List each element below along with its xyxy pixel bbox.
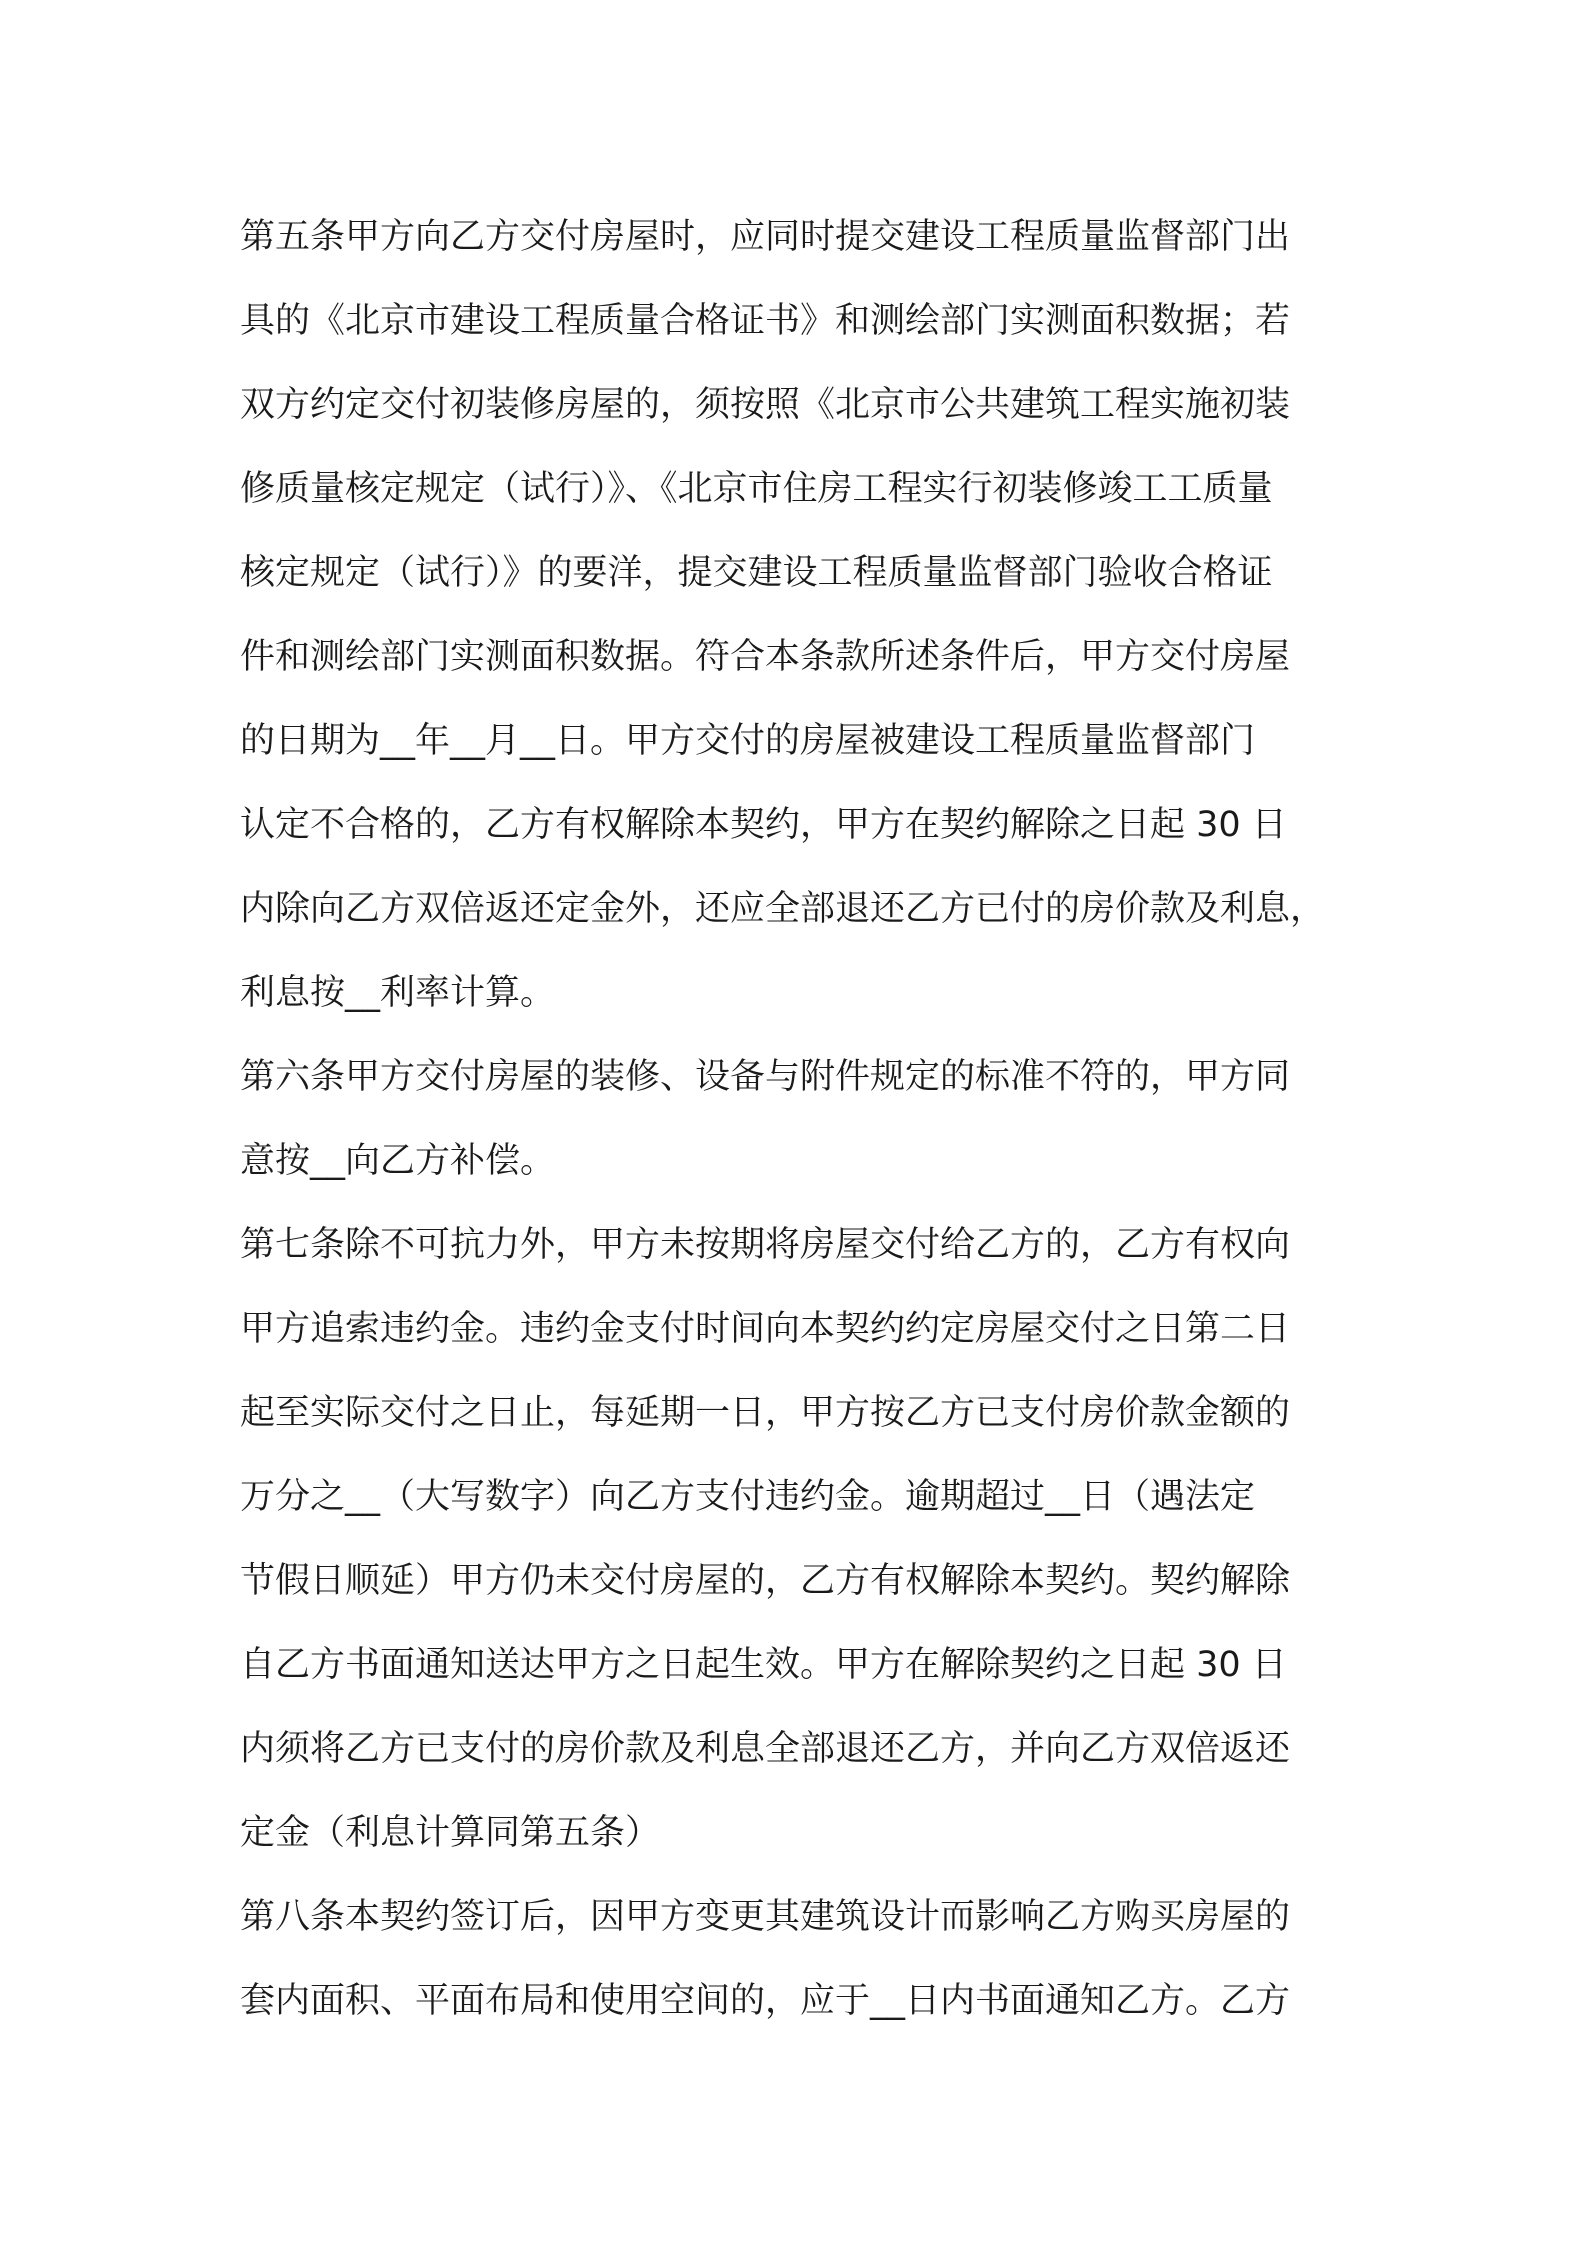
article-6 bbox=[240, 1035, 1360, 1203]
article-line: 具的《北京市建设工程质量合格证书》和测绘部门实测面积数据；若 bbox=[240, 301, 1291, 341]
article-line: 第五条甲方向乙方交付房屋时，应同时提交建设工程质量监督部门出 bbox=[240, 217, 1291, 257]
article-line: 认定不合格的，乙方有权解除本契约，甲方在契约解除之日起 30 日 bbox=[240, 805, 1287, 845]
article-line: 件和测绘部门实测面积数据。符合本条款所述条件后，甲方交付房屋 bbox=[240, 637, 1291, 677]
article-line: 修质量核定规定（试行）》、《北京市住房工程实行初装修竣工工质量 bbox=[240, 469, 1273, 509]
article-line: 自乙方书面通知送达甲方之日起生效。甲方在解除契约之日起 30 日 bbox=[240, 1645, 1287, 1685]
article-line: 万分之__（大写数字）向乙方支付违约金。逾期超过__日（遇法定 bbox=[240, 1477, 1256, 1517]
article-line: 双方约定交付初装修房屋的，须按照《北京市公共建筑工程实施初装 bbox=[240, 385, 1291, 425]
article-line: 第六条甲方交付房屋的装修、设备与附件规定的标准不符的，甲方同 bbox=[240, 1057, 1291, 1097]
article-line: 内须将乙方已支付的房价款及利息全部退还乙方，并向乙方双倍返还 bbox=[240, 1729, 1291, 1769]
article-7 bbox=[240, 1203, 1360, 1875]
article-5 bbox=[240, 195, 1360, 1035]
article-line: 第八条本契约签订后，因甲方变更其建筑设计而影响乙方购买房屋的 bbox=[240, 1897, 1291, 1937]
article-line: 第七条除不可抗力外，甲方未按期将房屋交付给乙方的，乙方有权向 bbox=[240, 1225, 1291, 1265]
article-line: 内除向乙方双倍返还定金外，还应全部退还乙方已付的房价款及利息， bbox=[240, 889, 1326, 929]
article-8 bbox=[240, 1875, 1360, 2043]
article-line: 节假日顺延）甲方仍未交付房屋的，乙方有权解除本契约。契约解除 bbox=[240, 1561, 1291, 1601]
article-line: 定金（利息计算同第五条） bbox=[240, 1813, 661, 1853]
article-line: 起至实际交付之日止，每延期一日，甲方按乙方已支付房价款金额的 bbox=[240, 1393, 1291, 1433]
article-line: 甲方追索违约金。违约金支付时间向本契约约定房屋交付之日第二日 bbox=[240, 1309, 1291, 1349]
article-line: 意按__向乙方补偿。 bbox=[240, 1141, 556, 1181]
article-line: 的日期为__年__月__日。甲方交付的房屋被建设工程质量监督部门 bbox=[240, 721, 1256, 761]
article-line: 利息按__利率计算。 bbox=[240, 973, 556, 1013]
article-line: 核定规定（试行）》的要洋，提交建设工程质量监督部门验收合格证 bbox=[240, 553, 1273, 593]
contract-body bbox=[240, 195, 1360, 2043]
article-line: 套内面积、平面布局和使用空间的，应于__日内书面通知乙方。乙方 bbox=[240, 1981, 1291, 2021]
